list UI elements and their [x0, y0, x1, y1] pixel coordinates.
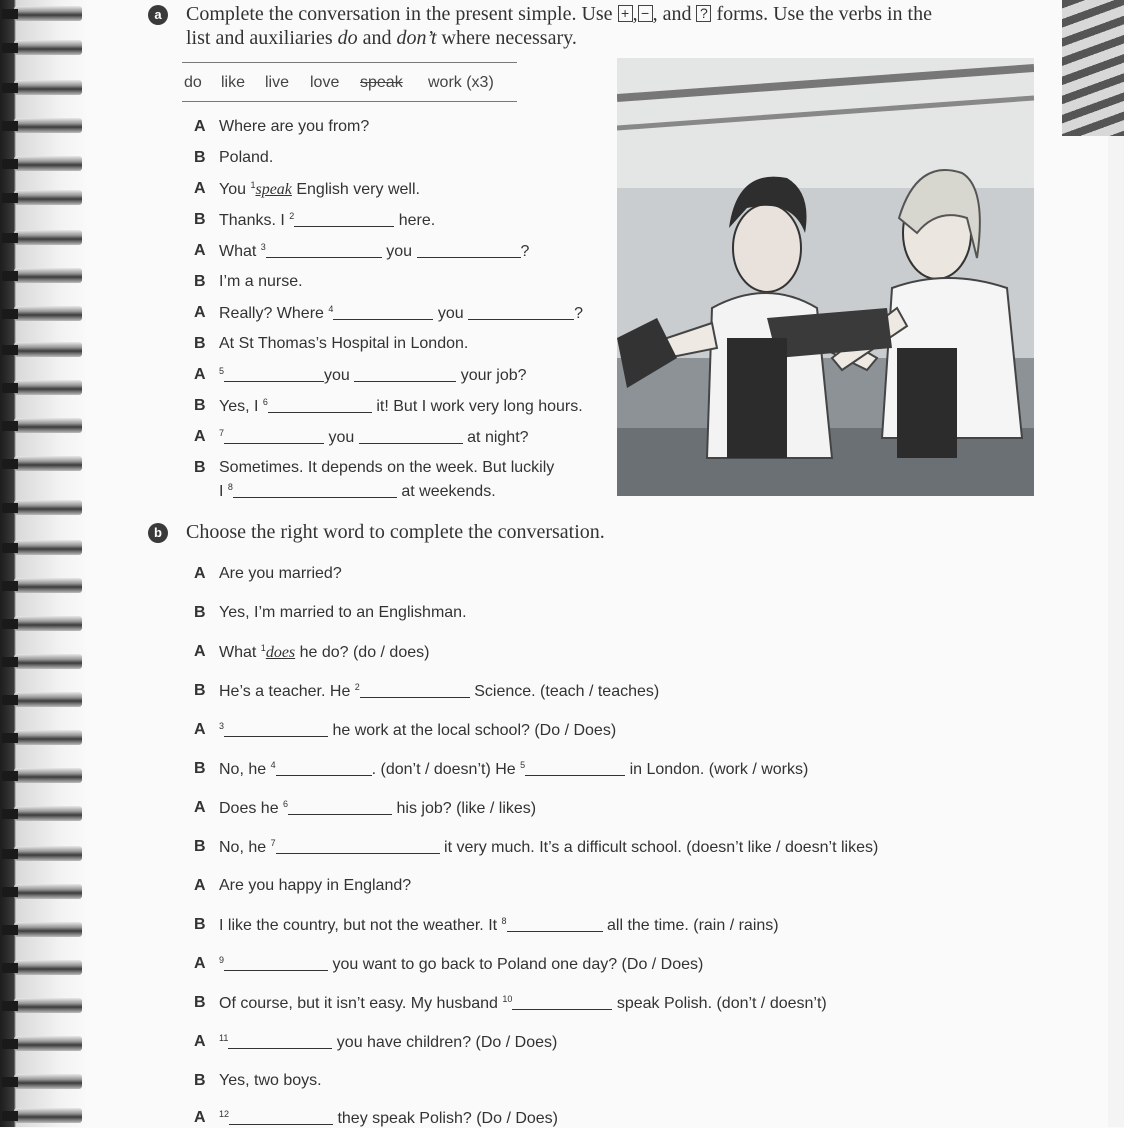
gap-number: 1	[260, 643, 266, 653]
text: you have children? (Do / Does)	[332, 1034, 558, 1051]
binding-ring	[14, 156, 82, 171]
binding-ring	[14, 118, 82, 133]
binding-ring	[14, 380, 82, 395]
speaker-label: A	[194, 118, 206, 135]
text: Yes, I	[219, 398, 263, 415]
text: you	[433, 305, 469, 322]
dialogue-line: I’m a nurse.	[219, 273, 303, 290]
text: He’s a teacher. He	[219, 683, 355, 700]
speaker-label: A	[194, 180, 206, 197]
speaker-label: B	[194, 397, 206, 414]
gap-number: 8	[227, 482, 233, 492]
binding-ring	[14, 998, 82, 1013]
text: his job? (like / likes)	[392, 800, 537, 817]
binding-ring	[14, 306, 82, 321]
gap-number: 4	[270, 760, 276, 770]
dialogue-line	[219, 916, 779, 935]
answer-blank[interactable]	[507, 916, 603, 932]
gym-illustration	[617, 58, 1034, 496]
gap-number: 6	[283, 799, 289, 809]
speaker-label: A	[194, 1109, 206, 1126]
answer-blank[interactable]	[360, 682, 470, 698]
text: you want to go back to Poland one day? (Do / Does)	[328, 956, 704, 973]
text: I	[219, 483, 228, 500]
binding-ring	[14, 884, 82, 899]
binding-ring	[14, 616, 82, 631]
dialogue-line: Sometimes. It depends on the week. But luckily	[219, 459, 555, 476]
word-item-used: speak	[360, 74, 403, 91]
text: What	[219, 644, 261, 661]
dialogue-line: Where are you from?	[219, 118, 370, 135]
dialogue-line	[219, 1033, 557, 1052]
section-a-instruction-line2	[186, 27, 577, 50]
binding-ring	[14, 768, 82, 783]
gap-number: 7	[270, 838, 276, 848]
binding-ring	[14, 960, 82, 975]
speaker-label: A	[194, 643, 206, 660]
gap-number: 3	[260, 242, 266, 252]
text: What	[219, 243, 261, 260]
answer-blank[interactable]	[417, 242, 521, 258]
gap-number: 7	[219, 428, 225, 438]
speaker-label: A	[194, 721, 206, 738]
word-item: work (x3)	[428, 74, 494, 91]
answer-blank[interactable]	[233, 482, 397, 498]
dialogue-line	[219, 428, 529, 447]
text: Does he	[219, 800, 284, 817]
binding-ring	[14, 230, 82, 245]
page-edge	[1108, 136, 1124, 1127]
speaker-label: B	[194, 211, 206, 228]
cycling-women-illustration	[617, 58, 1034, 496]
text: all the time. (rain / rains)	[602, 917, 779, 934]
text: you	[324, 429, 359, 446]
and-text: , and	[652, 3, 692, 25]
binding-ring	[14, 1074, 82, 1089]
gap-number: 2	[289, 211, 295, 221]
answer-blank[interactable]	[525, 760, 625, 776]
answer-blank[interactable]	[294, 211, 394, 227]
speaker-label: A	[194, 304, 206, 321]
text: speak Polish. (don’t / doesn’t)	[612, 995, 827, 1012]
text: in London. (work / works)	[625, 761, 809, 778]
binding-ring	[14, 654, 82, 669]
text: You	[219, 181, 251, 198]
example-answer: does	[265, 644, 296, 661]
text: he work at the local school? (Do / Does)	[328, 722, 617, 739]
text: you	[381, 243, 417, 260]
section-a-badge: a	[148, 5, 168, 25]
dialogue-line	[219, 180, 420, 199]
gap-number: 5	[219, 366, 225, 376]
and-text: and	[362, 27, 392, 49]
binding-ring	[14, 456, 82, 471]
dialogue-line	[219, 994, 827, 1013]
dialogue-line	[219, 799, 536, 818]
text: Science. (teach / teaches)	[469, 683, 660, 700]
plus-box-icon: +	[618, 5, 633, 22]
binding-ring	[14, 846, 82, 861]
gap-number: 2	[354, 682, 360, 692]
text: it very much. It’s a difficult school. (doesn’t like / doesn’t likes)	[439, 839, 879, 856]
aux-dont: don’t	[396, 27, 437, 49]
speaker-label: B	[194, 838, 206, 855]
answer-blank[interactable]	[288, 799, 392, 815]
spiral-binding	[0, 0, 88, 1127]
gap-number: 3	[219, 721, 225, 731]
speaker-label: B	[194, 760, 206, 777]
text: you	[324, 367, 355, 384]
answer-blank[interactable]	[224, 428, 324, 444]
answer-blank[interactable]	[354, 366, 456, 382]
instruction-text: where necessary.	[441, 27, 577, 49]
binding-ring	[14, 922, 82, 937]
speaker-label: A	[194, 799, 206, 816]
dialogue-line	[219, 760, 808, 779]
speaker-label: A	[194, 242, 206, 259]
binding-ring	[14, 730, 82, 745]
answer-blank[interactable]	[224, 366, 324, 382]
gap-number: 10	[502, 994, 513, 1004]
answer-blank[interactable]	[276, 760, 372, 776]
gap-number: 8	[501, 916, 507, 926]
answer-blank[interactable]	[333, 304, 433, 320]
word-item: do	[184, 74, 202, 91]
text: Thanks. I	[219, 212, 290, 229]
binding-ring	[14, 190, 82, 205]
dialogue-line	[219, 482, 496, 501]
binding-ring	[14, 578, 82, 593]
gap-number: 4	[328, 304, 334, 314]
text: English very well.	[291, 181, 420, 198]
speaker-label: A	[194, 955, 206, 972]
text: Really? Where	[219, 305, 329, 322]
speaker-label: B	[194, 149, 206, 166]
text: ?	[520, 243, 530, 260]
example-answer: speak	[255, 181, 292, 198]
answer-blank[interactable]	[224, 721, 328, 737]
speaker-label: A	[194, 565, 206, 582]
answer-blank[interactable]	[276, 838, 440, 854]
binding-ring	[14, 1108, 82, 1123]
dialogue-line	[219, 304, 583, 323]
dialogue-line: Are you married?	[219, 565, 342, 582]
speaker-label: A	[194, 366, 206, 383]
dialogue-line	[219, 211, 435, 230]
gap-number: 6	[262, 397, 268, 407]
text: Of course, but it isn’t easy. My husband	[219, 995, 503, 1012]
dialogue-line	[219, 955, 703, 974]
binding-ring	[14, 806, 82, 821]
gap-number: 5	[520, 760, 526, 770]
answer-blank[interactable]	[224, 955, 328, 971]
comma: ,	[632, 3, 638, 25]
speaker-label: A	[194, 428, 206, 445]
answer-blank[interactable]	[359, 428, 463, 444]
question-box-icon: ?	[696, 5, 711, 22]
speaker-label: B	[194, 335, 206, 352]
section-a-instruction	[186, 3, 932, 26]
text: here.	[394, 212, 436, 229]
text: they speak Polish? (Do / Does)	[333, 1110, 559, 1127]
binding-ring	[14, 342, 82, 357]
decorative-stripes	[1062, 0, 1124, 136]
answer-blank[interactable]	[468, 304, 574, 320]
binding-ring	[14, 6, 82, 21]
dialogue-line	[219, 682, 659, 701]
minus-box-icon: −	[638, 5, 653, 22]
dialogue-line	[219, 643, 429, 662]
binding-ring	[14, 1036, 82, 1051]
answer-blank[interactable]	[268, 397, 372, 413]
answer-blank[interactable]	[266, 242, 382, 258]
section-b-badge: b	[148, 523, 168, 543]
aux-do: do	[337, 27, 358, 49]
answer-blank[interactable]	[512, 994, 612, 1010]
binding-ring	[14, 268, 82, 283]
dialogue-line	[219, 838, 878, 857]
speaker-label: B	[194, 682, 206, 699]
speaker-label: A	[194, 877, 206, 894]
instruction-text: Complete the conversation in the present simple. Use	[186, 3, 613, 25]
binding-ring	[14, 40, 82, 55]
speaker-label: B	[194, 273, 206, 290]
binding-ring	[14, 418, 82, 433]
dialogue-line	[219, 366, 527, 385]
text: ?	[574, 305, 583, 322]
text: at weekends.	[396, 483, 496, 500]
instruction-text: list and auxiliaries	[186, 27, 333, 49]
dialogue-line: Yes, two boys.	[219, 1072, 322, 1089]
speaker-label: B	[194, 459, 206, 476]
instruction-text: forms. Use the verbs in the	[716, 3, 932, 25]
binding-ring	[14, 80, 82, 95]
speaker-label: B	[194, 1072, 206, 1089]
gap-number: 12	[219, 1109, 230, 1119]
gap-number: 9	[219, 955, 225, 965]
text: it! But I work very long hours.	[371, 398, 583, 415]
section-b-instruction: Choose the right word to complete the conversation.	[186, 521, 605, 543]
speaker-label: B	[194, 604, 206, 621]
dialogue-line	[219, 242, 529, 261]
word-item: live	[265, 74, 290, 91]
speaker-label: A	[194, 1033, 206, 1050]
dialogue-line: Yes, I’m married to an Englishman.	[219, 604, 467, 621]
speaker-label: B	[194, 916, 206, 933]
binding-ring	[14, 540, 82, 555]
binding-ring	[14, 692, 82, 707]
answer-blank[interactable]	[229, 1109, 333, 1125]
gap-number: 1	[250, 180, 256, 190]
word-item: like	[221, 74, 246, 91]
dialogue-line: At St Thomas’s Hospital in London.	[219, 335, 469, 352]
text: . (don’t / doesn’t) He	[371, 761, 521, 778]
dialogue-line: Are you happy in England?	[219, 877, 412, 894]
dialogue-line	[219, 397, 583, 416]
dialogue-line: Poland.	[219, 149, 274, 166]
dialogue-line	[219, 721, 616, 740]
text: I like the country, but not the weather. It	[219, 917, 502, 934]
speaker-label: B	[194, 994, 206, 1011]
answer-blank[interactable]	[228, 1033, 332, 1049]
dialogue-line	[219, 1109, 558, 1128]
text: he do? (do / does)	[295, 644, 430, 661]
text: No, he	[219, 839, 271, 856]
gap-number: 11	[219, 1033, 229, 1043]
text: your job?	[456, 367, 527, 384]
word-item: love	[310, 74, 340, 91]
text: No, he	[219, 761, 271, 778]
binding-ring	[14, 500, 82, 515]
text: at night?	[462, 429, 529, 446]
